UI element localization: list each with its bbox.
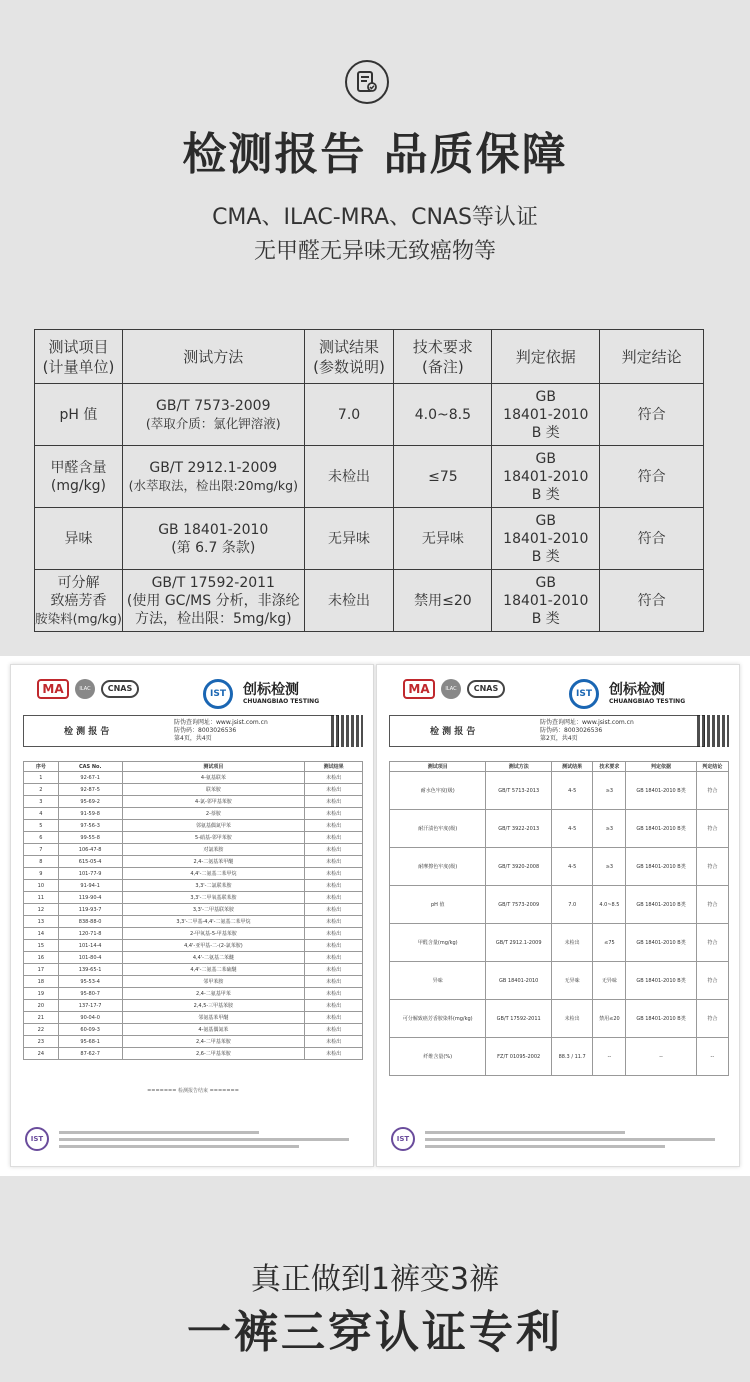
mini-cell: 23 bbox=[24, 1036, 59, 1048]
cell-result: 未检出 bbox=[304, 570, 394, 632]
report-meta: 防伪查询网址：www.jsist.com.cn 防伪码：8003026536 第4页，共4页 bbox=[174, 719, 268, 742]
mini-cell: 邻氨基苯甲醚 bbox=[122, 1012, 305, 1024]
cell-conclusion: 符合 bbox=[600, 570, 704, 632]
mini-cell: 未检出 bbox=[305, 928, 363, 940]
mini-cell: 90-04-0 bbox=[58, 1012, 122, 1024]
mini-row bbox=[24, 976, 363, 988]
header-test-result: 测试结果 (参数说明) bbox=[304, 330, 394, 384]
mini-cell: 1 bbox=[24, 772, 59, 784]
mini-cell: 符合 bbox=[696, 962, 728, 1000]
mini-cell: 未检出 bbox=[305, 1036, 363, 1048]
mini-row bbox=[390, 886, 729, 924]
mini-header-cell: CAS No. bbox=[58, 762, 122, 772]
test-summary-table bbox=[34, 329, 704, 632]
cell-method: GB/T 7573-2009 (萃取介质：氯化钾溶液) bbox=[122, 384, 304, 446]
report-title: 检 测 报 告 bbox=[64, 727, 110, 737]
mini-row bbox=[24, 808, 363, 820]
mini-cell: 耐水色牢度(级) bbox=[390, 772, 486, 810]
mini-cell: 11 bbox=[24, 892, 59, 904]
mini-row bbox=[390, 772, 729, 810]
header-conclusion: 判定结论 bbox=[600, 330, 704, 384]
mini-cell: 耐摩擦色牢度(级) bbox=[390, 848, 486, 886]
mini-header-row bbox=[390, 762, 729, 772]
mini-cell: GB/T 7573-2009 bbox=[486, 886, 551, 924]
mini-cell: ≥3 bbox=[593, 772, 626, 810]
mini-cell: 101-14-4 bbox=[58, 940, 122, 952]
mini-cell: 未检出 bbox=[305, 832, 363, 844]
mini-cell: 邻甲苯胺 bbox=[122, 976, 305, 988]
mini-cell: 2 bbox=[24, 784, 59, 796]
mini-cell: 101-77-9 bbox=[58, 868, 122, 880]
mini-cell: 邻氨基偶氮甲苯 bbox=[122, 820, 305, 832]
mini-row bbox=[24, 904, 363, 916]
mini-cell: 838-88-0 bbox=[58, 916, 122, 928]
ist-seal-icon: IST bbox=[391, 1127, 415, 1151]
mini-row bbox=[24, 916, 363, 928]
report-footer bbox=[391, 1127, 721, 1151]
mini-cell: 4,4'-二氨基二苯甲烷 bbox=[122, 868, 305, 880]
mini-cell: 未检出 bbox=[305, 1024, 363, 1036]
mini-cell: 未检出 bbox=[305, 988, 363, 1000]
mini-cell: 2-萘胺 bbox=[122, 808, 305, 820]
mini-cell: 对氯苯胺 bbox=[122, 844, 305, 856]
mini-cell: 16 bbox=[24, 952, 59, 964]
mini-cell: 2,4-二氨基苯甲醚 bbox=[122, 856, 305, 868]
page-title: 检测报告 品质保障 bbox=[182, 129, 568, 180]
cell-requirement: 无异味 bbox=[394, 508, 492, 570]
mini-cell: 7 bbox=[24, 844, 59, 856]
mini-header-row bbox=[24, 762, 363, 772]
mini-cell: 未检出 bbox=[305, 976, 363, 988]
mini-cell: GB 18401-2010 B类 bbox=[626, 772, 696, 810]
cell-requirement: 4.0~8.5 bbox=[394, 384, 492, 446]
mini-header-cell: 测试项目 bbox=[390, 762, 486, 772]
mini-cell: 无异味 bbox=[551, 962, 593, 1000]
cnas-logo: CNAS bbox=[467, 680, 505, 698]
mini-cell: 未检出 bbox=[305, 916, 363, 928]
report-icon bbox=[345, 60, 389, 104]
mini-row bbox=[24, 1024, 363, 1036]
mini-cell: 139-65-1 bbox=[58, 964, 122, 976]
mini-cell: 95-80-7 bbox=[58, 988, 122, 1000]
mini-cell: 97-56-3 bbox=[58, 820, 122, 832]
mini-cell: GB/T 5713-2013 bbox=[486, 772, 551, 810]
cnas-logo: CNAS bbox=[101, 680, 139, 698]
report-header bbox=[23, 715, 339, 747]
mini-cell: 符合 bbox=[696, 1000, 728, 1038]
mini-row bbox=[24, 928, 363, 940]
cell-item: 可分解 致癌芳香 胺染料(mg/kg) bbox=[35, 570, 123, 632]
mini-cell: 4-5 bbox=[551, 848, 593, 886]
mini-cell: 137-17-7 bbox=[58, 1000, 122, 1012]
report-meta: 防伪查询网址：www.jsist.com.cn 防伪码：8003026536 第2页，共4页 bbox=[540, 719, 634, 742]
mini-header-cell: 测试结果 bbox=[305, 762, 363, 772]
mini-cell: 91-59-8 bbox=[58, 808, 122, 820]
mini-cell: 4-5 bbox=[551, 810, 593, 848]
mini-row bbox=[390, 1000, 729, 1038]
mini-cell: GB/T 3922-2013 bbox=[486, 810, 551, 848]
ilac-logo: ILAC bbox=[75, 679, 95, 699]
mini-row bbox=[24, 1036, 363, 1048]
mini-cell: -- bbox=[626, 1038, 696, 1076]
mini-cell: 未检出 bbox=[305, 868, 363, 880]
mini-cell: 未检出 bbox=[305, 1012, 363, 1024]
mini-row bbox=[24, 856, 363, 868]
mini-cell: 符合 bbox=[696, 886, 728, 924]
mini-cell: GB 18401-2010 B类 bbox=[626, 810, 696, 848]
mini-cell: 耐汗渍色牢度(级) bbox=[390, 810, 486, 848]
mini-row bbox=[24, 832, 363, 844]
cell-requirement: 禁用≤20 bbox=[394, 570, 492, 632]
mini-header-cell: 判定依据 bbox=[626, 762, 696, 772]
mini-cell: -- bbox=[696, 1038, 728, 1076]
patent-tagline: 真正做到1裤变3裤 bbox=[250, 1262, 500, 1297]
mini-cell: 纤维含量(%) bbox=[390, 1038, 486, 1076]
mini-row bbox=[24, 820, 363, 832]
mini-cell: 3,3'-二氯联苯胺 bbox=[122, 880, 305, 892]
cell-method: GB/T 17592-2011 (使用 GC/MS 分析，非涤纶 方法，检出限：5mg/kg) bbox=[122, 570, 304, 632]
mini-cell: 无异味 bbox=[593, 962, 626, 1000]
cell-basis: GB 18401-2010 B 类 bbox=[492, 446, 600, 508]
report-scans bbox=[0, 656, 750, 1176]
mini-cell: 4-氨基联苯 bbox=[122, 772, 305, 784]
mini-cell: 未检出 bbox=[305, 1048, 363, 1060]
mini-cell: 未检出 bbox=[305, 964, 363, 976]
mini-cell: 符合 bbox=[696, 924, 728, 962]
mini-cell: 119-90-4 bbox=[58, 892, 122, 904]
mini-cell: 60-09-3 bbox=[58, 1024, 122, 1036]
mini-row bbox=[24, 772, 363, 784]
mini-cell: GB 18401-2010 B类 bbox=[626, 886, 696, 924]
mini-row bbox=[390, 848, 729, 886]
mini-header-cell: 测试方法 bbox=[486, 762, 551, 772]
ist-seal-icon: IST bbox=[25, 1127, 49, 1151]
mini-cell: 未检出 bbox=[305, 904, 363, 916]
mini-cell: 3 bbox=[24, 796, 59, 808]
cma-logo: MA bbox=[403, 679, 435, 699]
mini-cell: 未检出 bbox=[305, 952, 363, 964]
mini-cell: 5 bbox=[24, 820, 59, 832]
mini-cell: GB/T 3920-2008 bbox=[486, 848, 551, 886]
mini-cell: 4-氨基偶氮苯 bbox=[122, 1024, 305, 1036]
cell-basis: GB 18401-2010 B 类 bbox=[492, 570, 600, 632]
table-row bbox=[35, 508, 704, 570]
mini-cell: GB/T 2912.1-2009 bbox=[486, 924, 551, 962]
mini-cell: 3,3'-二甲基联苯胺 bbox=[122, 904, 305, 916]
mini-row bbox=[24, 892, 363, 904]
mini-cell: 4,4'-二氨基二苯硫醚 bbox=[122, 964, 305, 976]
mini-cell: 4.0~8.5 bbox=[593, 886, 626, 924]
header-test-method: 测试方法 bbox=[122, 330, 304, 384]
mini-cell: 2,4-二甲基苯胺 bbox=[122, 1036, 305, 1048]
mini-cell: 符合 bbox=[696, 810, 728, 848]
mini-cell: 2,6-二甲基苯胺 bbox=[122, 1048, 305, 1060]
mini-cell: 2,4,5-三甲基苯胺 bbox=[122, 1000, 305, 1012]
mini-cell: 13 bbox=[24, 916, 59, 928]
mini-row bbox=[24, 940, 363, 952]
mini-cell: GB/T 17592-2011 bbox=[486, 1000, 551, 1038]
mini-cell: 10 bbox=[24, 880, 59, 892]
mini-cell: 未检出 bbox=[305, 880, 363, 892]
fabric-test-table bbox=[389, 761, 729, 1076]
mini-cell: 3,3'-二甲氧基联苯胺 bbox=[122, 892, 305, 904]
header-test-item: 测试项目 (计量单位) bbox=[35, 330, 123, 384]
ilac-logo: ILAC bbox=[441, 679, 461, 699]
cell-result: 未检出 bbox=[304, 446, 394, 508]
mini-cell: ≤75 bbox=[593, 924, 626, 962]
header-basis: 判定依据 bbox=[492, 330, 600, 384]
ist-logo: IST bbox=[203, 679, 233, 709]
mini-cell: 120-71-8 bbox=[58, 928, 122, 940]
mini-row bbox=[24, 844, 363, 856]
mini-cell: 88.3 / 11.7 bbox=[551, 1038, 593, 1076]
report-page-right bbox=[376, 664, 740, 1167]
mini-cell: 99-55-8 bbox=[58, 832, 122, 844]
mini-cell: 24 bbox=[24, 1048, 59, 1060]
table-row bbox=[35, 570, 704, 632]
mini-row bbox=[24, 784, 363, 796]
mini-cell: 17 bbox=[24, 964, 59, 976]
mini-cell: -- bbox=[593, 1038, 626, 1076]
mini-cell: 联苯胺 bbox=[122, 784, 305, 796]
report-header bbox=[389, 715, 705, 747]
mini-cell: 95-53-4 bbox=[58, 976, 122, 988]
mini-cell: 异味 bbox=[390, 962, 486, 1000]
mini-row bbox=[24, 1048, 363, 1060]
mini-cell: 12 bbox=[24, 904, 59, 916]
mini-cell: 95-68-1 bbox=[58, 1036, 122, 1048]
mini-cell: 禁用≤20 bbox=[593, 1000, 626, 1038]
mini-cell: 22 bbox=[24, 1024, 59, 1036]
mini-cell: ≥3 bbox=[593, 848, 626, 886]
mini-header-cell: 技术要求 bbox=[593, 762, 626, 772]
mini-cell: pH 值 bbox=[390, 886, 486, 924]
cell-basis: GB 18401-2010 B 类 bbox=[492, 508, 600, 570]
mini-cell: 未检出 bbox=[305, 796, 363, 808]
mini-cell: GB 18401-2010 bbox=[486, 962, 551, 1000]
mini-cell: 符合 bbox=[696, 848, 728, 886]
mini-cell: 106-47-8 bbox=[58, 844, 122, 856]
brand-name: 创标检测 bbox=[609, 682, 665, 698]
mini-cell: 119-93-7 bbox=[58, 904, 122, 916]
mini-cell: 21 bbox=[24, 1012, 59, 1024]
mini-cell: 6 bbox=[24, 832, 59, 844]
report-footer bbox=[25, 1127, 355, 1151]
mini-cell: GB 18401-2010 B类 bbox=[626, 848, 696, 886]
mini-row bbox=[24, 1000, 363, 1012]
cell-conclusion: 符合 bbox=[600, 384, 704, 446]
logo-row bbox=[23, 679, 363, 709]
logo-row bbox=[389, 679, 729, 709]
brand-name-en: CHUANGBIAO TESTING bbox=[609, 698, 686, 705]
mini-row bbox=[24, 796, 363, 808]
mini-cell: 19 bbox=[24, 988, 59, 1000]
mini-row bbox=[24, 964, 363, 976]
mini-cell: 5-硝基-邻甲苯胺 bbox=[122, 832, 305, 844]
cell-method: GB/T 2912.1-2009 (水萃取法，检出限:20mg/kg) bbox=[122, 446, 304, 508]
mini-cell: 可分解致癌芳香胺染料(mg/kg) bbox=[390, 1000, 486, 1038]
cell-method: GB 18401-2010 (第 6.7 条款) bbox=[122, 508, 304, 570]
mini-cell: GB 18401-2010 B类 bbox=[626, 1000, 696, 1038]
certification-line: CMA、ILAC-MRA、CNAS等认证 bbox=[212, 205, 538, 230]
cell-item: pH 值 bbox=[35, 384, 123, 446]
cell-conclusion: 符合 bbox=[600, 508, 704, 570]
mini-cell: 未检出 bbox=[305, 856, 363, 868]
mini-row bbox=[24, 1012, 363, 1024]
amine-test-table bbox=[23, 761, 363, 1060]
mini-cell: 87-62-7 bbox=[58, 1048, 122, 1060]
mini-cell: ≥3 bbox=[593, 810, 626, 848]
mini-cell: 3,3'-二甲基-4,4'-二氨基二苯甲烷 bbox=[122, 916, 305, 928]
mini-cell: 4,4'-二氨基二苯醚 bbox=[122, 952, 305, 964]
mini-row bbox=[390, 962, 729, 1000]
mini-header-cell: 测试项目 bbox=[122, 762, 305, 772]
mini-cell: 92-67-1 bbox=[58, 772, 122, 784]
mini-row bbox=[390, 924, 729, 962]
mini-cell: 2-甲氧基-5-甲基苯胺 bbox=[122, 928, 305, 940]
mini-cell: 92-87-5 bbox=[58, 784, 122, 796]
cell-conclusion: 符合 bbox=[600, 446, 704, 508]
qr-code bbox=[697, 715, 729, 747]
table-row bbox=[35, 384, 704, 446]
mini-cell: 2,4-二氨基甲苯 bbox=[122, 988, 305, 1000]
mini-cell: 20 bbox=[24, 1000, 59, 1012]
mini-cell: 未检出 bbox=[305, 940, 363, 952]
mini-cell: 15 bbox=[24, 940, 59, 952]
mini-cell: 未检出 bbox=[305, 784, 363, 796]
mini-cell: 未检出 bbox=[305, 808, 363, 820]
report-title: 检 测 报 告 bbox=[430, 727, 476, 737]
mini-cell: 91-94-1 bbox=[58, 880, 122, 892]
qr-code bbox=[331, 715, 363, 747]
mini-cell: 未检出 bbox=[551, 1000, 593, 1038]
mini-cell: 未检出 bbox=[305, 1000, 363, 1012]
patent-headline: 一裤三穿认证专利 bbox=[187, 1307, 563, 1358]
mini-header-cell: 序号 bbox=[24, 762, 59, 772]
safety-claims-line: 无甲醛无异味无致癌物等 bbox=[253, 239, 496, 264]
report-end-note: ======= 检测报告结束 ======= bbox=[147, 1088, 239, 1094]
mini-cell: GB 18401-2010 B类 bbox=[626, 924, 696, 962]
mini-cell: 未检出 bbox=[551, 924, 593, 962]
mini-cell: 未检出 bbox=[305, 844, 363, 856]
mini-cell: 4-氯-邻甲基苯胺 bbox=[122, 796, 305, 808]
mini-row bbox=[390, 1038, 729, 1076]
mini-cell: GB 18401-2010 B类 bbox=[626, 962, 696, 1000]
mini-row bbox=[24, 880, 363, 892]
mini-row bbox=[390, 810, 729, 848]
cell-basis: GB 18401-2010 B 类 bbox=[492, 384, 600, 446]
cell-item: 异味 bbox=[35, 508, 123, 570]
mini-cell: 7.0 bbox=[551, 886, 593, 924]
cma-logo: MA bbox=[37, 679, 69, 699]
mini-cell: 8 bbox=[24, 856, 59, 868]
mini-cell: 甲醛含量(mg/kg) bbox=[390, 924, 486, 962]
table-row bbox=[35, 446, 704, 508]
mini-cell: 未检出 bbox=[305, 892, 363, 904]
mini-header-cell: 测试结果 bbox=[551, 762, 593, 772]
mini-cell: FZ/T 01095-2002 bbox=[486, 1038, 551, 1076]
mini-cell: 9 bbox=[24, 868, 59, 880]
mini-cell: 18 bbox=[24, 976, 59, 988]
ist-logo: IST bbox=[569, 679, 599, 709]
mini-cell: 101-80-4 bbox=[58, 952, 122, 964]
mini-cell: 4 bbox=[24, 808, 59, 820]
mini-cell: 4-5 bbox=[551, 772, 593, 810]
cell-requirement: ≤75 bbox=[394, 446, 492, 508]
mini-cell: 符合 bbox=[696, 772, 728, 810]
table-header-row bbox=[35, 330, 704, 384]
mini-header-cell: 判定结论 bbox=[696, 762, 728, 772]
mini-row bbox=[24, 868, 363, 880]
cell-result: 7.0 bbox=[304, 384, 394, 446]
report-page-left bbox=[10, 664, 374, 1167]
mini-cell: 4,4'-亚甲基-二-(2-氯苯胺) bbox=[122, 940, 305, 952]
brand-name: 创标检测 bbox=[243, 682, 299, 698]
mini-row bbox=[24, 988, 363, 1000]
mini-cell: 14 bbox=[24, 928, 59, 940]
mini-cell: 未检出 bbox=[305, 772, 363, 784]
cell-result: 无异味 bbox=[304, 508, 394, 570]
header-requirement: 技术要求 (备注) bbox=[394, 330, 492, 384]
mini-cell: 95-69-2 bbox=[58, 796, 122, 808]
brand-name-en: CHUANGBIAO TESTING bbox=[243, 698, 320, 705]
cell-item: 甲醛含量 (mg/kg) bbox=[35, 446, 123, 508]
mini-row bbox=[24, 952, 363, 964]
mini-cell: 未检出 bbox=[305, 820, 363, 832]
mini-cell: 615-05-4 bbox=[58, 856, 122, 868]
